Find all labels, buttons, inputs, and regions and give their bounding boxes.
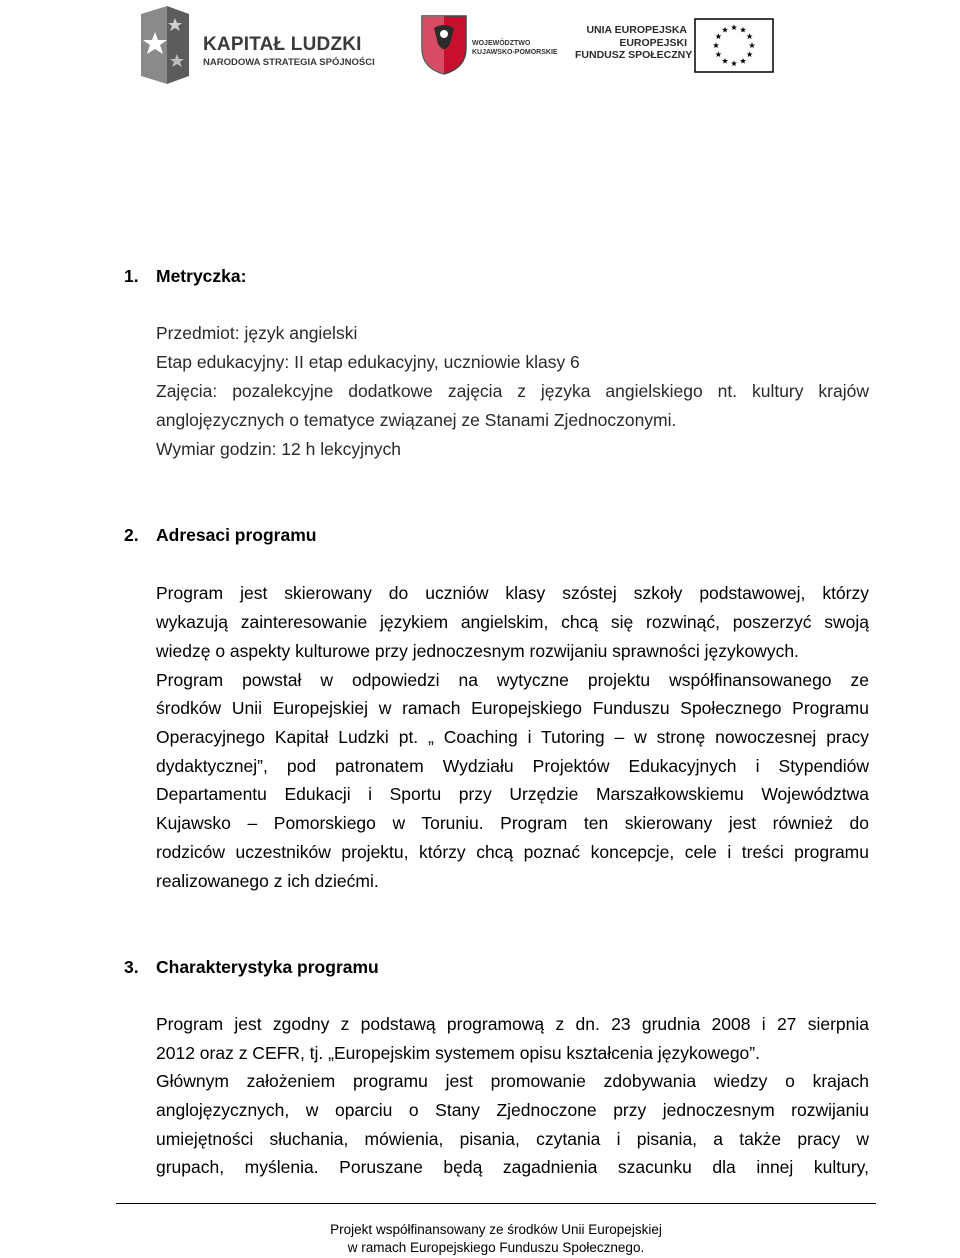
paragraph-line: dydaktycznej”, pod patronatem Wydziału Projektów Edukacyjnych i Stypendiów — [156, 756, 869, 776]
paragraph-line: Departamentu Edukacji i Sportu przy Urzędzie Marszałkowskiemu Województwa — [156, 784, 869, 804]
footer-divider — [116, 1203, 876, 1204]
paragraph-line: 2012 oraz z CEFR, tj. „Europejskim systemem opisu kształcenia językowego”. — [156, 1043, 760, 1063]
section-heading-adresaci — [124, 525, 316, 546]
kapital-ludzki-emblem-icon — [137, 4, 199, 88]
section-title: Adresaci programu — [156, 525, 317, 545]
eu-line-1: UNIA EUROPEJSKA — [586, 24, 687, 36]
section-title: Charakterystyka programu — [156, 957, 379, 977]
metryczka-line: Zajęcia: pozalekcyjne dodatkowe zajęcia z języka angielskiego nt. kultury krajów — [156, 381, 869, 401]
section-title: Metryczka: — [156, 266, 247, 286]
section-number: 1. — [124, 266, 139, 286]
metryczka-line: Wymiar godzin: 12 h lekcyjnych — [156, 439, 401, 459]
section-number: 2. — [124, 525, 139, 545]
metryczka-line: anglojęzycznych o tematyce związanej ze Stanami Zjednoczonymi. — [156, 410, 677, 430]
paragraph-line: rodziców uczestników projektu, którzy chcą poznać koncepcje, cele i treści programu — [156, 842, 869, 862]
wojewodztwo-logo — [420, 14, 560, 76]
paragraph-line: grupach, myślenia. Poruszane będą zagadnienia szacunku dla innej kultury, — [156, 1157, 869, 1177]
paragraph-line: realizowanego z ich dziećmi. — [156, 871, 379, 891]
paragraph-line: Program jest skierowany do uczniów klasy szóstej szkoły podstawowej, którzy — [156, 583, 869, 603]
paragraph-line: wiedzę o aspekty kulturowe przy jednoczesnym rozwijaniu sprawności językowych. — [156, 641, 799, 661]
eu-flag-icon — [694, 18, 774, 73]
eu-line-3: FUNDUSZ SPOŁECZNY — [575, 49, 693, 61]
metryczka-line: Przedmiot: język angielski — [156, 323, 358, 343]
footer-line-1: Projekt współfinansowany ze środków Unii Europejskiej — [330, 1222, 662, 1237]
section-heading-metryczka — [124, 266, 246, 287]
paragraph-line: wykazują zainteresowanie językiem angielskim, chcą się rozwinąć, poszerzyć swoją — [156, 612, 869, 632]
eu-line-2: EUROPEJSKI — [619, 36, 687, 49]
footer-line-2: w ramach Europejskiego Funduszu Społecznego. — [347, 1240, 645, 1255]
kapital-ludzki-subtitle: NARODOWA STRATEGIA SPÓJNOŚCI — [203, 57, 375, 68]
section-heading-charakterystyka — [124, 957, 379, 978]
paragraph-line: Operacyjnego Kapitał Ludzki pt. „ Coaching i Tutoring – w stronę nowoczesnej pracy — [156, 727, 869, 747]
kapital-ludzki-logo — [137, 4, 387, 88]
kapital-ludzki-title: KAPITAŁ LUDZKI — [203, 34, 362, 55]
paragraph-line: Głównym założeniem programu jest promowanie zdobywania wiedzy o krajach — [156, 1071, 869, 1091]
wojewodztwo-label: WOJEWÓDZTWO — [472, 40, 531, 47]
eu-logo-text — [575, 24, 693, 62]
paragraph-line: Kujawsko – Pomorskiego w Toruniu. Program ten skierowany jest również do — [156, 813, 869, 833]
kujawsko-pomorskie-crest-icon — [420, 14, 468, 76]
paragraph-line: umiejętności słuchania, mówienia, pisania, czytania i pisania, a także pracy w — [156, 1129, 869, 1149]
metryczka-line: Etap edukacyjny: II etap edukacyjny, uczniowie klasy 6 — [156, 352, 580, 372]
wojewodztwo-name: KUJAWSKO-POMORSKIE — [472, 49, 558, 56]
section-number: 3. — [124, 957, 139, 977]
header-logos — [0, 0, 960, 90]
paragraph-line: Program powstał w odpowiedzi na wytyczne projektu współfinansowanego ze — [156, 670, 869, 690]
paragraph-line: Program jest zgodny z podstawą programową z dn. 23 grudnia 2008 i 27 sierpnia — [156, 1014, 869, 1034]
paragraph-line: anglojęzycznych, w oparciu o Stany Zjednoczone przy jednoczesnym rozwijaniu — [156, 1100, 869, 1120]
paragraph-line: środków Unii Europejskiej w ramach Europejskiego Funduszu Społecznego Programu — [156, 698, 869, 718]
